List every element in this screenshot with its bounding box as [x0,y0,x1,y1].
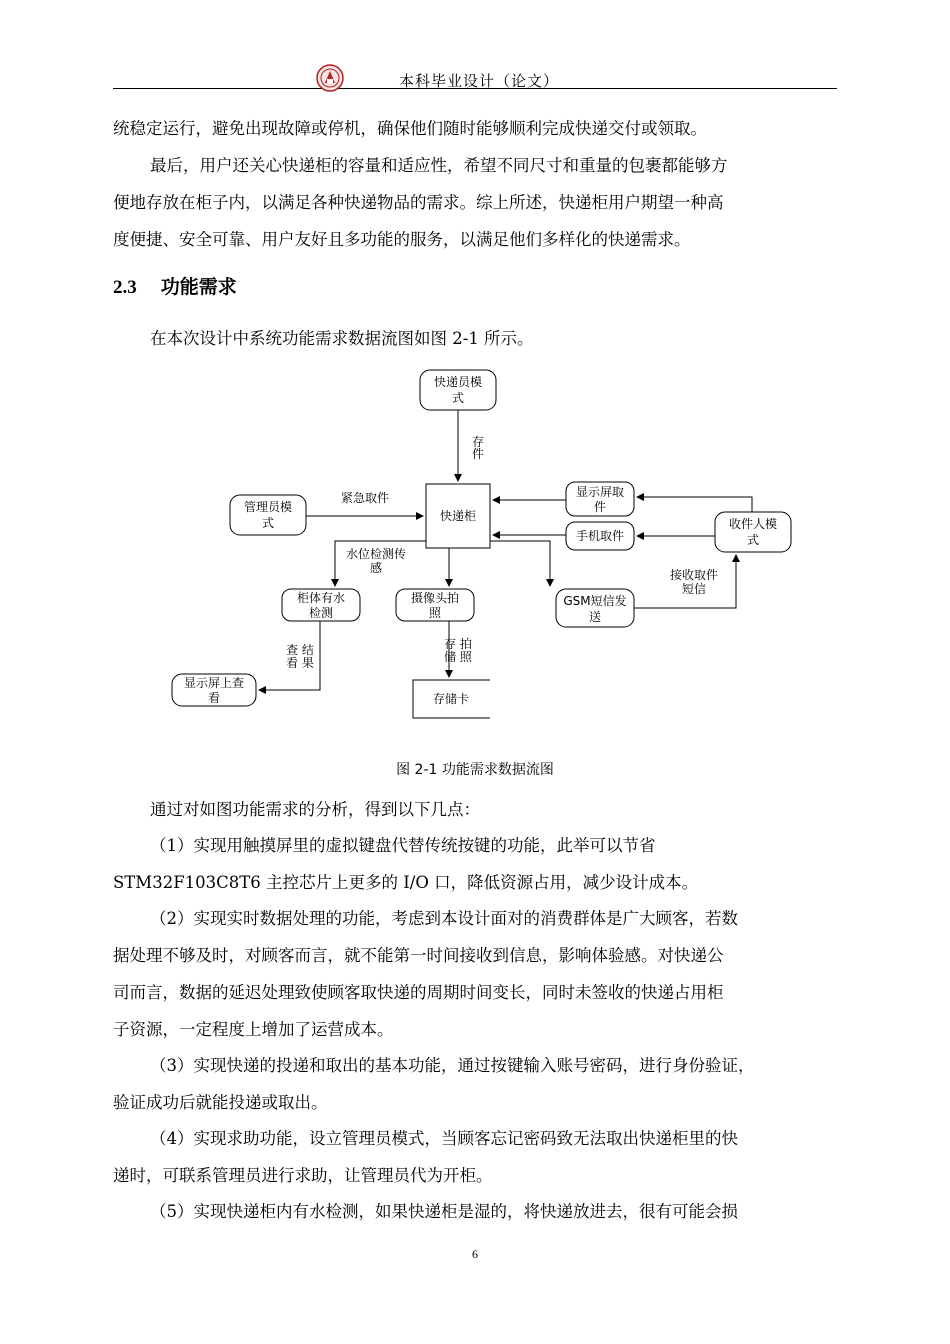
analysis-paragraph [113,1193,837,1230]
screen-view-label: 显示屏上查 [183,676,245,690]
edge-store-photo-label: 存 拍 [444,637,472,651]
water-label: 检测 [308,606,334,620]
page-number: 6 [472,1247,478,1261]
intro-paragraph [113,320,837,357]
analysis-paragraph [113,900,837,1048]
recipient-label: 收件人模 [728,517,778,531]
phone-pickup-label: 手机取件 [575,529,625,543]
courier-label: 式 [451,391,465,405]
water-label: 柜体有水 [296,591,346,605]
gsm-label: GSM短信发 [563,594,627,608]
sdcard-label: 存储卡 [432,692,470,706]
screen-pickup-label: 件 [593,500,607,514]
courier-label: 快递员模 [433,375,483,389]
edge-emergency-label: 紧急取件 [340,491,390,505]
text-line: 度便捷、安全可靠、用户友好且多功能的服务，以满足他们多样化的快递需求。 [113,230,691,249]
screen-pickup-label: 显示屏取 [575,485,625,499]
edge-water-sense-label: 感 [369,561,383,575]
section-heading [113,272,237,299]
figure-caption: 图 2-1 功能需求数据流图 [396,762,554,778]
gsm-label: 送 [588,610,602,624]
data-flow-diagram [160,360,810,730]
text-line: （1）实现用触摸屏里的虚拟键盘代替传统按键的功能，此举可以节省 [150,836,656,855]
text-line: 子资源，一定程度上增加了运营成本。 [113,1020,394,1039]
section-title: 功能需求 [160,276,237,298]
page-header [113,58,837,89]
analysis-paragraph [113,1047,837,1121]
edge-store-photo-label: 储 照 [444,650,472,664]
edge-recipient-screen [637,497,752,512]
analysis-paragraph [113,1120,837,1194]
text-line: 递时，可联系管理员进行求助，让管理员代为开柜。 [113,1166,493,1185]
paragraph-top [113,110,837,258]
text-line: 验证成功后就能投递或取出。 [113,1093,328,1112]
text-line: 司而言，数据的延迟处理致使顾客取快递的周期时间变长，同时未签收的快递占用柜 [113,983,724,1002]
header-title: 本科毕业设计（论文） [399,72,560,90]
text-line: STM32F103C8T6 主控芯片上更多的 I/O 口，降低资源占用，减少设计成本。 [113,873,699,892]
edge-receive-sms-label: 短信 [681,582,707,596]
intro-text: 在本次设计中系统功能需求数据流图如图 2-1 所示。 [150,329,534,348]
text-line: （3）实现快递的投递和取出的基本功能，通过按键输入账号密码，进行身份验证， [150,1056,755,1075]
screen-view-label: 看 [207,691,221,705]
text-line: 通过对如图功能需求的分析，得到以下几点： [150,800,480,819]
text-line: 据处理不够及时，对顾客而言，就不能第一时间接收到信息，影响体验感。对快递公 [113,946,724,965]
cabinet-label: 快递柜 [439,509,477,523]
edge-cabinet-gsm [490,541,550,586]
analysis-paragraph [113,827,837,901]
admin-label: 管理员模 [243,500,293,514]
text-line: （4）实现求助功能，设立管理员模式，当顾客忘记密码致无法取出快递柜里的快 [150,1129,738,1148]
edge-view-result-label: 查 结 [286,643,314,657]
text-line: 最后，用户还关心快递柜的容量和适应性，希望不同尺寸和重量的包裹都能够方 [150,156,728,175]
recipient-label: 式 [746,533,760,547]
section-number: 2.3 [113,277,137,298]
analysis-paragraph [113,791,837,828]
text-line: （2）实现实时数据处理的功能，考虑到本设计面对的消费群体是广大顾客，若数 [150,909,738,928]
edge-view-result-label: 看 果 [286,656,314,670]
edge-water-sense-label: 水位检测传 [345,547,407,561]
text-line: 统稳定运行，避免出现故障或停机，确保他们随时能够顺利完成快递交付或领取。 [113,119,707,138]
university-logo-icon [316,64,344,92]
camera-label: 摄像头拍 [410,591,460,605]
camera-label: 照 [428,606,442,620]
edge-store-label: 存 [471,435,485,449]
admin-label: 式 [261,516,275,530]
text-line: （5）实现快递柜内有水检测，如果快递柜是湿的，将快递放进去，很有可能会损 [150,1202,738,1221]
edge-receive-sms-label: 接收取件 [669,568,719,582]
edge-store-label: 件 [471,447,485,461]
text-line: 便地存放在柜子内，以满足各种快递物品的需求。综上所述，快递柜用户期望一种高 [113,193,724,212]
